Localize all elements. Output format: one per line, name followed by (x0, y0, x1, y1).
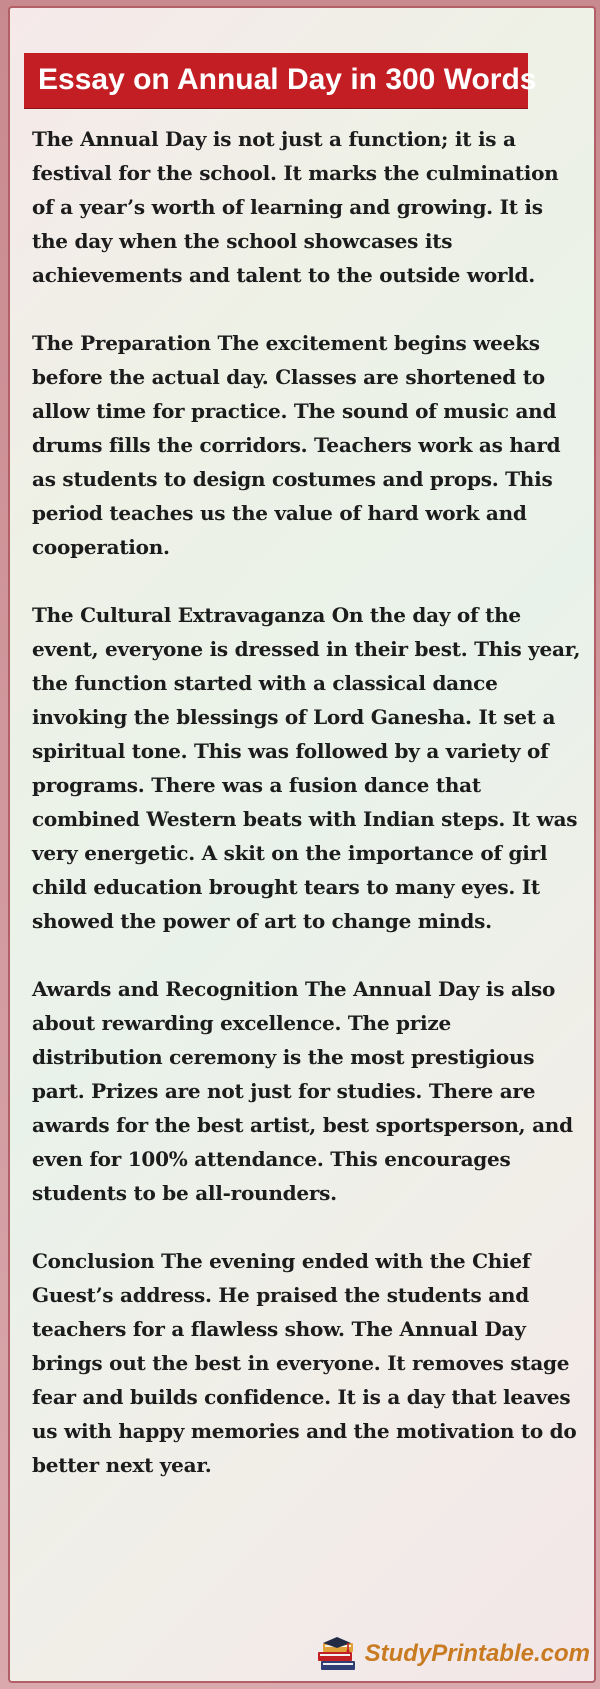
essay-paragraph-conclusion: Conclusion The evening ended with the Chief Guest’s address. He praised the students and teachers for a flawless show. The Annual Day brings out the best in everyone. It removes stage fear and builds confidence. It is a day that leaves us with happy memories and the motivation to do better next year. (32, 1249, 577, 1477)
essay-title: Essay on Annual Day in 300 Words (38, 63, 537, 96)
essay-paragraph-intro: The Annual Day is not just a function; it is a festival for the school. It marks the culmination of a year’s worth of learning and growing. It is the day when the school showcases its achievements and talent to the outside world. (32, 127, 559, 287)
essay-paragraph-cultural-extravaganza: The Cultural Extravaganza On the day of the event, everyone is dressed in their best. This year, the function started with a classical dance invoking the blessings of Lord Ganesha. It set a spiritual tone. This was followed by a variety of programs. There was a fusion dance that combined Western beats with Indian steps. It was very energetic. A skit on the importance of girl child education brought tears to many eyes. It showed the power of art to change minds. (32, 603, 581, 933)
title-banner (24, 53, 537, 108)
essay-card (8, 6, 596, 1683)
essay-paragraph-preparation: The Preparation The excitement begins weeks before the actual day. Classes are shortened to allow time for practice. The sound of music and drums fills the corridors. Teachers work as hard as students to design costumes and props. This period teaches us the value of hard work and cooperation. (32, 331, 561, 559)
studyprintable-logo (313, 1633, 590, 1675)
essay-paragraph-awards: Awards and Recognition The Annual Day is also about rewarding excellence. The prize distribution ceremony is the most prestigious part. Prizes are not just for studies. There are awards for the best artist, best sportsperson, and even for 100% attendance. This encourages students to be all-rounders. (32, 977, 573, 1205)
logo-text: StudyPrintable.com (364, 1640, 590, 1667)
books-icon (313, 1633, 357, 1675)
essay-body (32, 122, 584, 1516)
